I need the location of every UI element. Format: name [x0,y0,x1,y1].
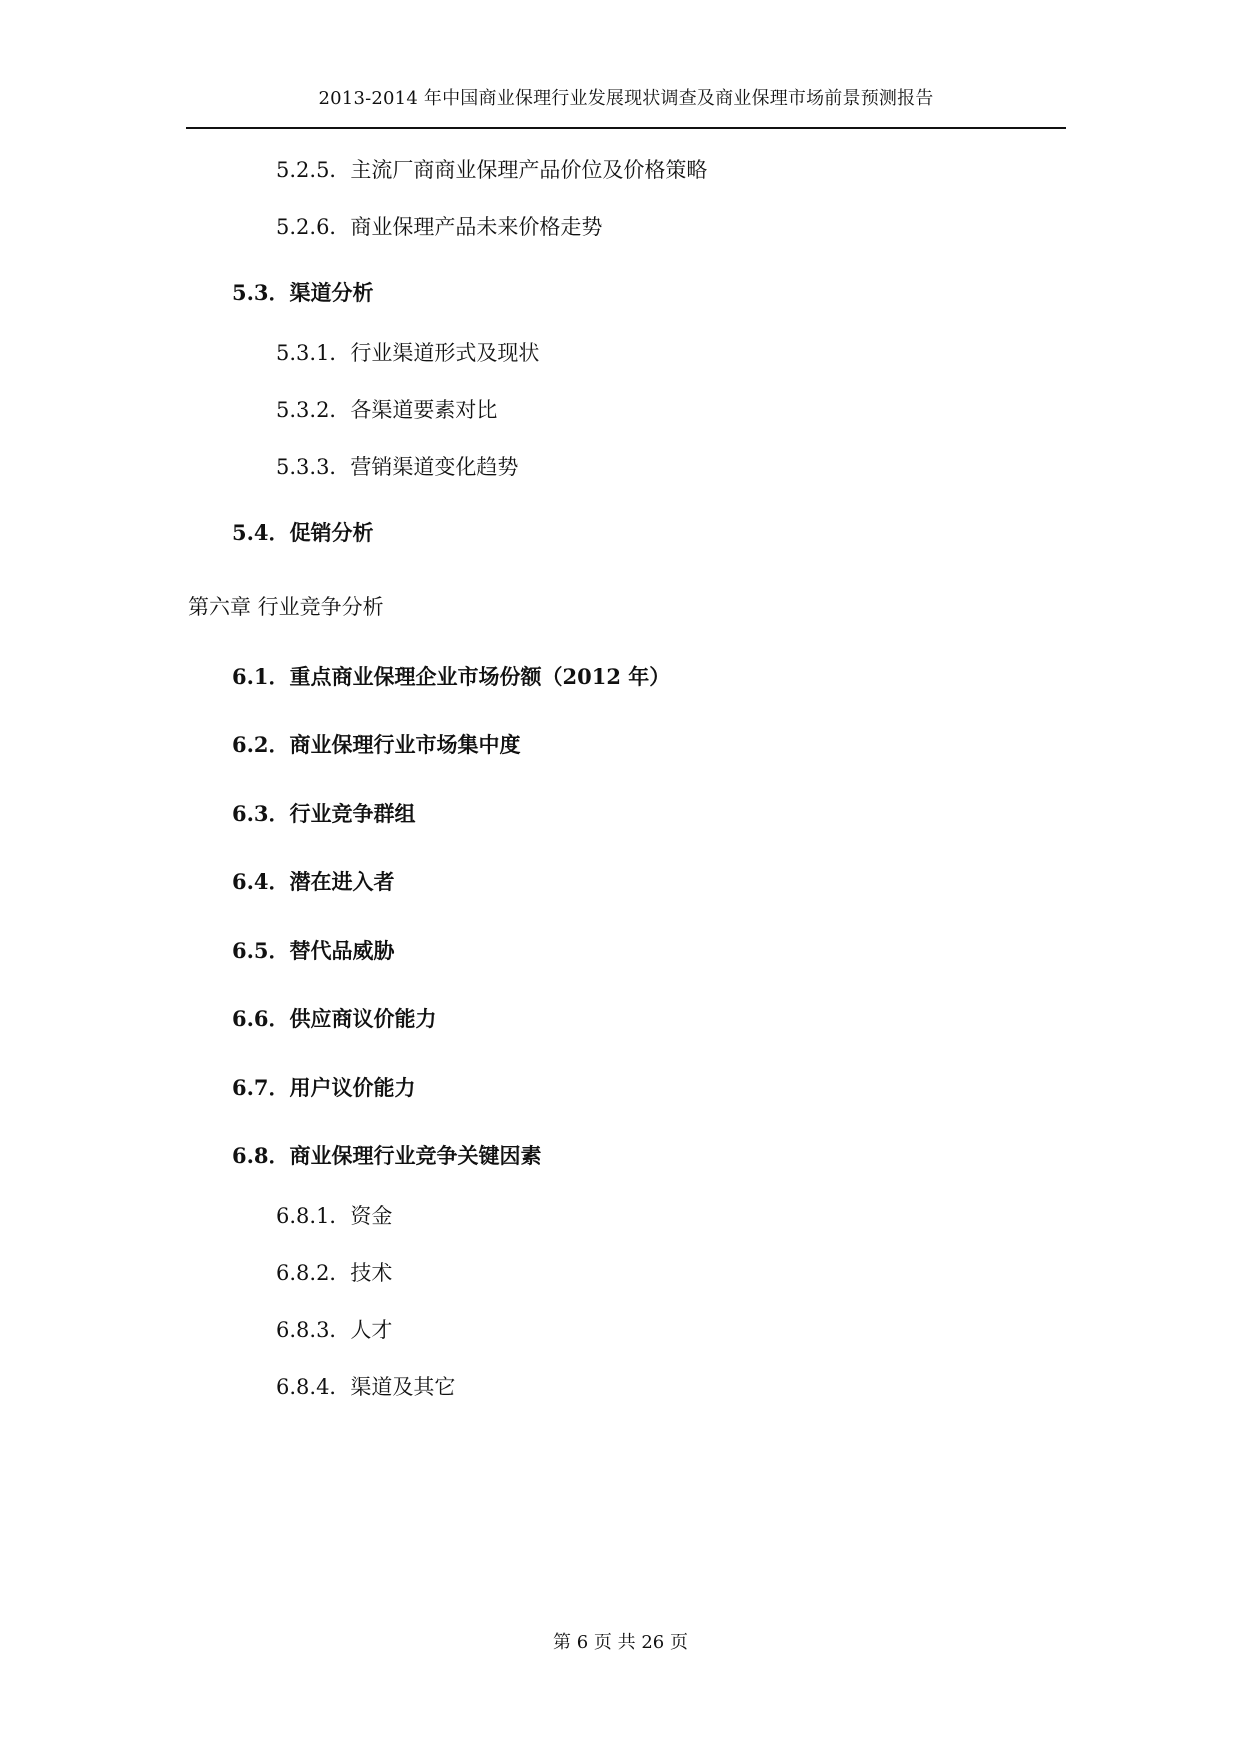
toc-entry-6-5[interactable]: 6.5．替代品威胁 [232,938,395,963]
page-header-title: 2013-2014 年中国商业保理行业发展现状调查及商业保理市场前景预测报告 [318,88,934,109]
toc-entry-6-4[interactable]: 6.4．潜在进入者 [232,869,395,894]
toc-entry-5-4[interactable]: 5.4．促销分析 [232,520,374,545]
toc-entry-6-6[interactable]: 6.6．供应商议价能力 [232,1006,437,1031]
toc-entry-6-8-2[interactable]: 6.8.2．技术 [276,1261,393,1285]
toc-entry-5-3[interactable]: 5.3．渠道分析 [232,280,374,305]
toc-entry-5-3-3[interactable]: 5.3.3．营销渠道变化趋势 [276,455,519,479]
toc-entry-6-8-4[interactable]: 6.8.4．渠道及其它 [276,1375,456,1399]
page-footer-number: 第 6 页 共 26 页 [553,1632,688,1653]
toc-entry-5-3-2[interactable]: 5.3.2．各渠道要素对比 [276,398,498,422]
toc-entry-6-3[interactable]: 6.3．行业竞争群组 [232,801,416,826]
toc-entry-5-3-1[interactable]: 5.3.1．行业渠道形式及现状 [276,341,540,365]
toc-entry-6-2[interactable]: 6.2．商业保理行业市场集中度 [232,732,521,757]
toc-entry-6-1[interactable]: 6.1．重点商业保理企业市场份额（2012 年） [232,664,671,689]
toc-entry-6-8[interactable]: 6.8．商业保理行业竞争关键因素 [232,1143,542,1168]
toc-entry-5-2-6[interactable]: 5.2.6．商业保理产品未来价格走势 [276,215,603,239]
toc-entry-6-7[interactable]: 6.7．用户议价能力 [232,1075,416,1100]
toc-entry-6-8-1[interactable]: 6.8.1．资金 [276,1204,393,1228]
toc-entry-5-2-5[interactable]: 5.2.5．主流厂商商业保理产品价位及价格策略 [276,158,708,182]
toc-entry-6-8-3[interactable]: 6.8.3．人才 [276,1318,393,1342]
toc-chapter-6[interactable]: 第六章 行业竞争分析 [188,595,384,619]
